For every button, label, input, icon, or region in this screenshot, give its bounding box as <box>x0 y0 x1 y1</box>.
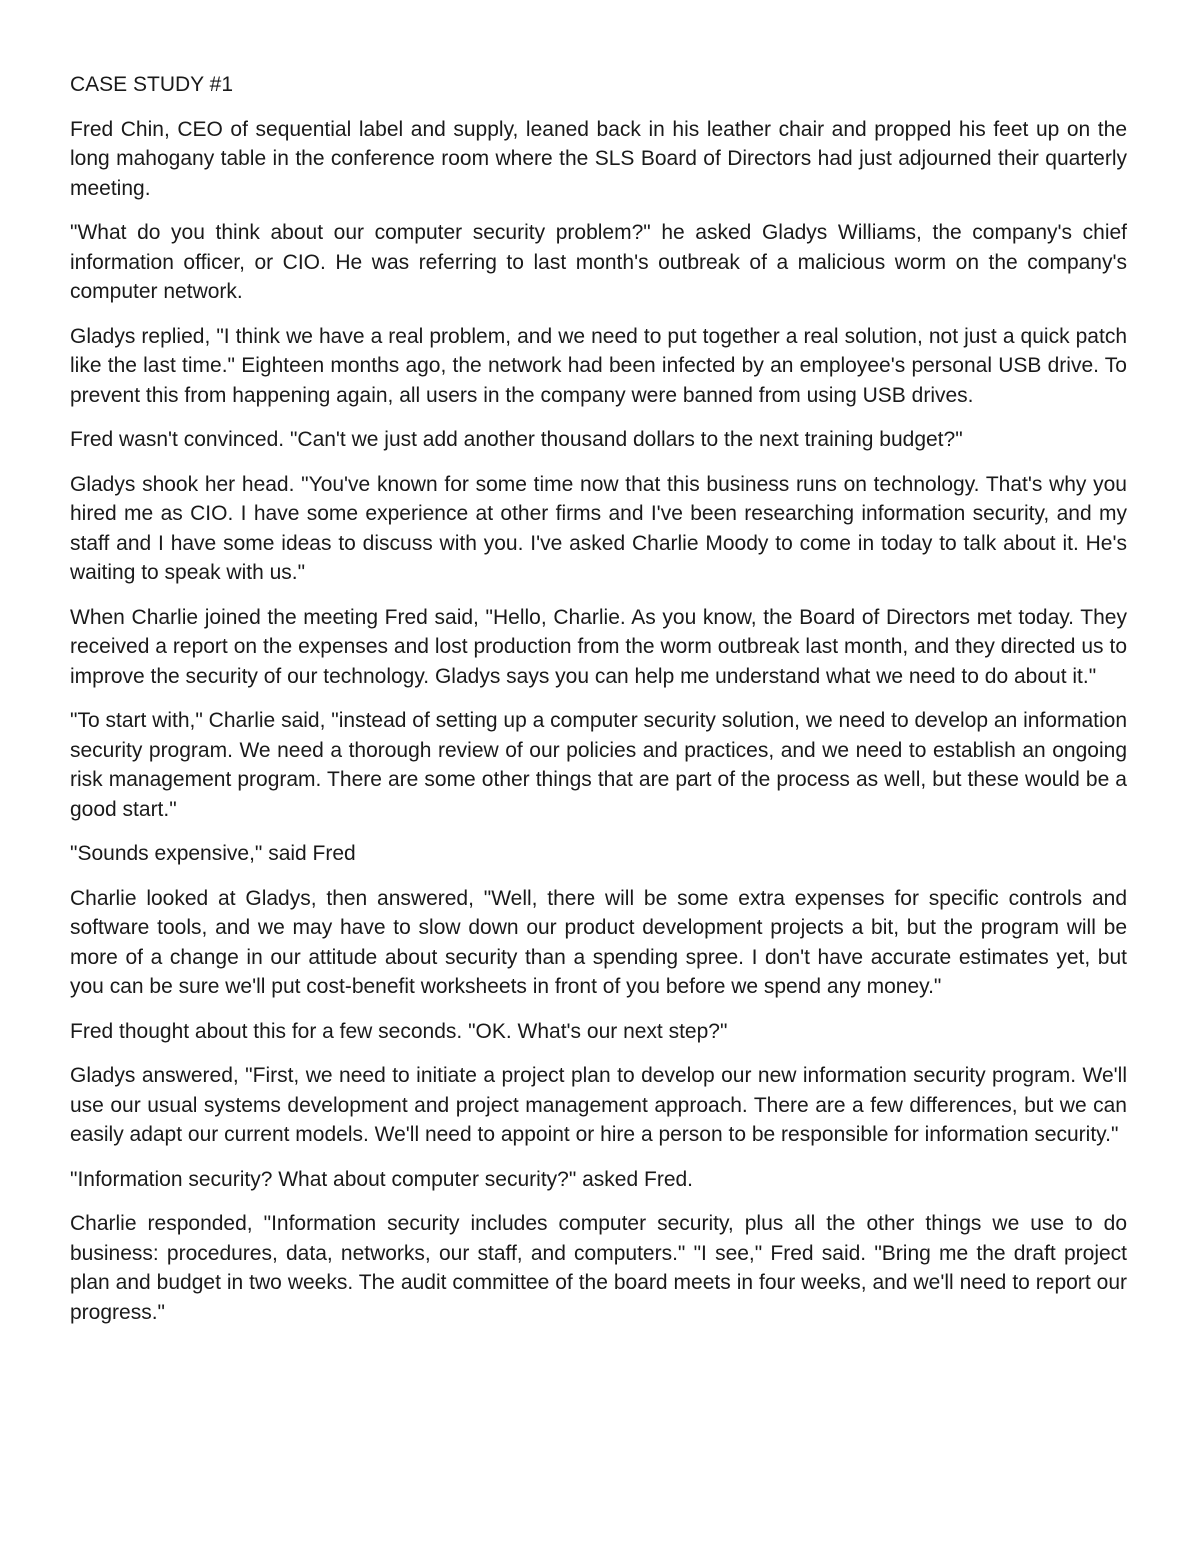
paragraph: When Charlie joined the meeting Fred said, "Hello, Charlie. As you know, the Board of Directors met today. They received a report on the expenses and lost production from the worm outbreak last month, and they directed us to improve the security of our technology. Gladys says you can help me understand what we need to do about it." <box>70 605 1127 688</box>
paragraph: "To start with," Charlie said, "instead of setting up a computer security solution, we need to develop an information security program. We need a thorough review of our policies and practices, and we need to establish an ongoing risk management program. There are some other things that are part of the process as well, but these would be a good start." <box>70 709 1127 821</box>
paragraph: Fred wasn't convinced. "Can't we just add another thousand dollars to the next training budget?" <box>70 428 963 451</box>
paragraph: Gladys replied, "I think we have a real problem, and we need to put together a real solution, not just a quick patch like the last time." Eighteen months ago, the network had been infected by an employee's personal USB drive. To prevent this from happening again, all users in the company were banned from using USB drives. <box>70 324 1127 407</box>
paragraph: Gladys shook her head. "You've known for some time now that this business runs on technology. That's why you hired me as CIO. I have some experience at other firms and I've been researching information security, and my staff and I have some ideas to discuss with you. I've asked Charlie Moody to come in today to talk about it. He's waiting to speak with us." <box>70 472 1127 584</box>
paragraph: Fred Chin, CEO of sequential label and supply, leaned back in his leather chair and propped his feet up on the long mahogany table in the conference room where the SLS Board of Directors had just adjourned their quarterly meeting. <box>70 117 1127 200</box>
document-page <box>70 70 1127 1342</box>
paragraph: Charlie looked at Gladys, then answered, "Well, there will be some extra expenses for specific controls and software tools, and we may have to slow down our product development projects a bit, but the program will be more of a change in our attitude about security than a spending spree. I don't have accurate estimates yet, but you can be sure we'll put cost-benefit worksheets in front of you before we spend any money." <box>70 886 1127 998</box>
paragraph: Gladys answered, "First, we need to initiate a project plan to develop our new information security program. We'll use our usual systems development and project management approach. There are a few differences, but we can easily adapt our current models. We'll need to appoint or hire a person to be responsible for information security." <box>70 1064 1127 1146</box>
paragraph: "Sounds expensive," said Fred <box>70 842 356 865</box>
paragraph: "What do you think about our computer security problem?" he asked Gladys Williams, the company's chief information officer, or CIO. He was referring to last month's outbreak of a malicious worm on the company's computer network. <box>70 221 1127 303</box>
paragraph: Fred thought about this for a few seconds. "OK. What's our next step?" <box>70 1019 728 1043</box>
paragraph: Charlie responded, "Information security includes computer security, plus all the other things we use to do business: procedures, data, networks, our staff, and computers." "I see," Fred said. "Bring me the draft project plan and budget in two weeks. The audit committee of the board meets in four weeks, and we'll need to report our progress." <box>70 1212 1127 1324</box>
paragraph: "Information security? What about computer security?" asked Fred. <box>70 1167 694 1191</box>
document-title: CASE STUDY #1 <box>70 73 234 96</box>
